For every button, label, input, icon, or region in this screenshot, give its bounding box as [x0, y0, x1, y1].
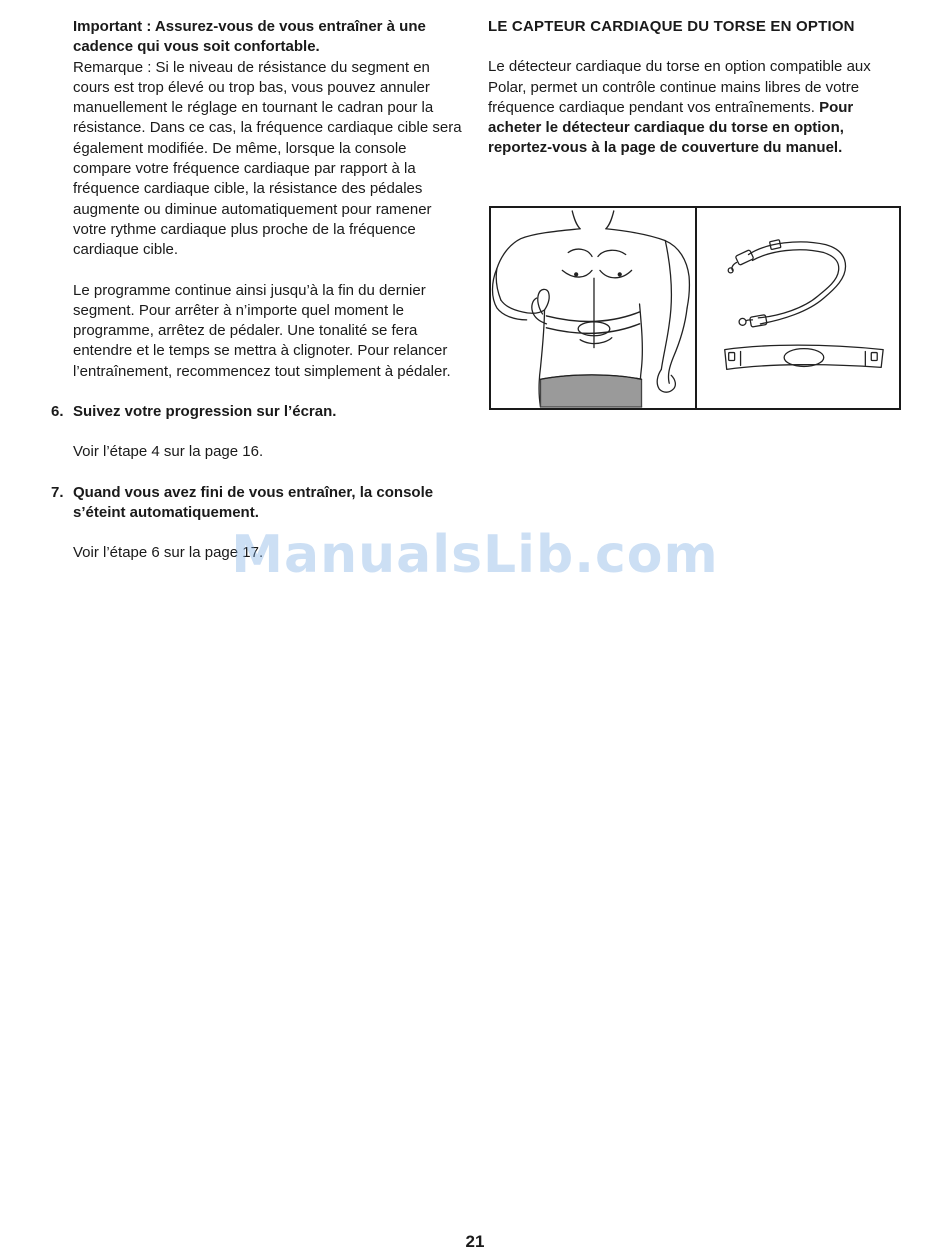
- person-wearing-chest-strap-illustration-icon: [491, 208, 697, 408]
- step-7-number: 7.: [51, 483, 64, 501]
- step-6: [51, 402, 468, 463]
- step-6-number: 6.: [51, 403, 64, 421]
- watermark: ManualsLib.com: [231, 525, 719, 585]
- important-note: [73, 17, 468, 58]
- chest-strap-and-sensor-illustration-icon: [697, 208, 899, 408]
- page-number: 21: [465, 1232, 485, 1251]
- remarque-paragraph: Remarque : Si le niveau de résistance du segment en cours est trop élevé ou trop bas, vous pouvez annuler manuellement le réglage en tournant le cadran pour la résistance. Dans ce cas, la fréquence cardiaque cible sera également modifiée. De même, lorsque la console compare votre fréquence cardiaque par rapport à la fréquence cardiaque cible, la résistance des pédales augmente ou diminue automatiquement pour ramener votre rythme cardiaque plus proche de la fréquence cardiaque cible.: [73, 58, 462, 259]
- step-6-title: Suivez votre progression sur l’écran.: [73, 403, 337, 421]
- step-7-body: Voir l’étape 6 sur la page 17.: [73, 544, 264, 562]
- left-column: [51, 17, 468, 564]
- right-column: [488, 17, 908, 159]
- chest-strap-intro: Le détecteur cardiaque du torse en option compatible aux Polar, permet un contrôle continue mains libres de votre fréquence cardiaque pendant vos entraînements.: [488, 58, 871, 116]
- step-7: [51, 483, 468, 564]
- section-heading: LE CAPTEUR CARDIAQUE DU TORSE EN OPTION: [488, 18, 855, 35]
- chest-strap-purchase-note: Pour acheter le détecteur cardiaque du torse en option, reportez-vous à la page de couverture du manuel.: [488, 98, 854, 157]
- chest-strap-figure: [489, 206, 901, 410]
- step-6-body: Voir l’étape 4 sur la page 16.: [73, 443, 264, 461]
- important-note-bold: Important : Assurez-vous de vous entraîner à une cadence qui vous soit confortable.: [73, 18, 426, 56]
- program-paragraph: Le programme continue ainsi jusqu’à la fin du dernier segment. Pour arrêter à n’importe quel moment le programme, arrêtez de pédaler. Une tonalité se fera entendre et le temps se mettra à clignoter. Pour relancer l’entraînement, recommencez tout simplement à pédaler.: [73, 281, 451, 380]
- chest-strap-paragraph: [488, 57, 908, 158]
- step-7-title: Quand vous avez fini de vous entraîner, la console s’éteint automatiquement.: [73, 483, 434, 521]
